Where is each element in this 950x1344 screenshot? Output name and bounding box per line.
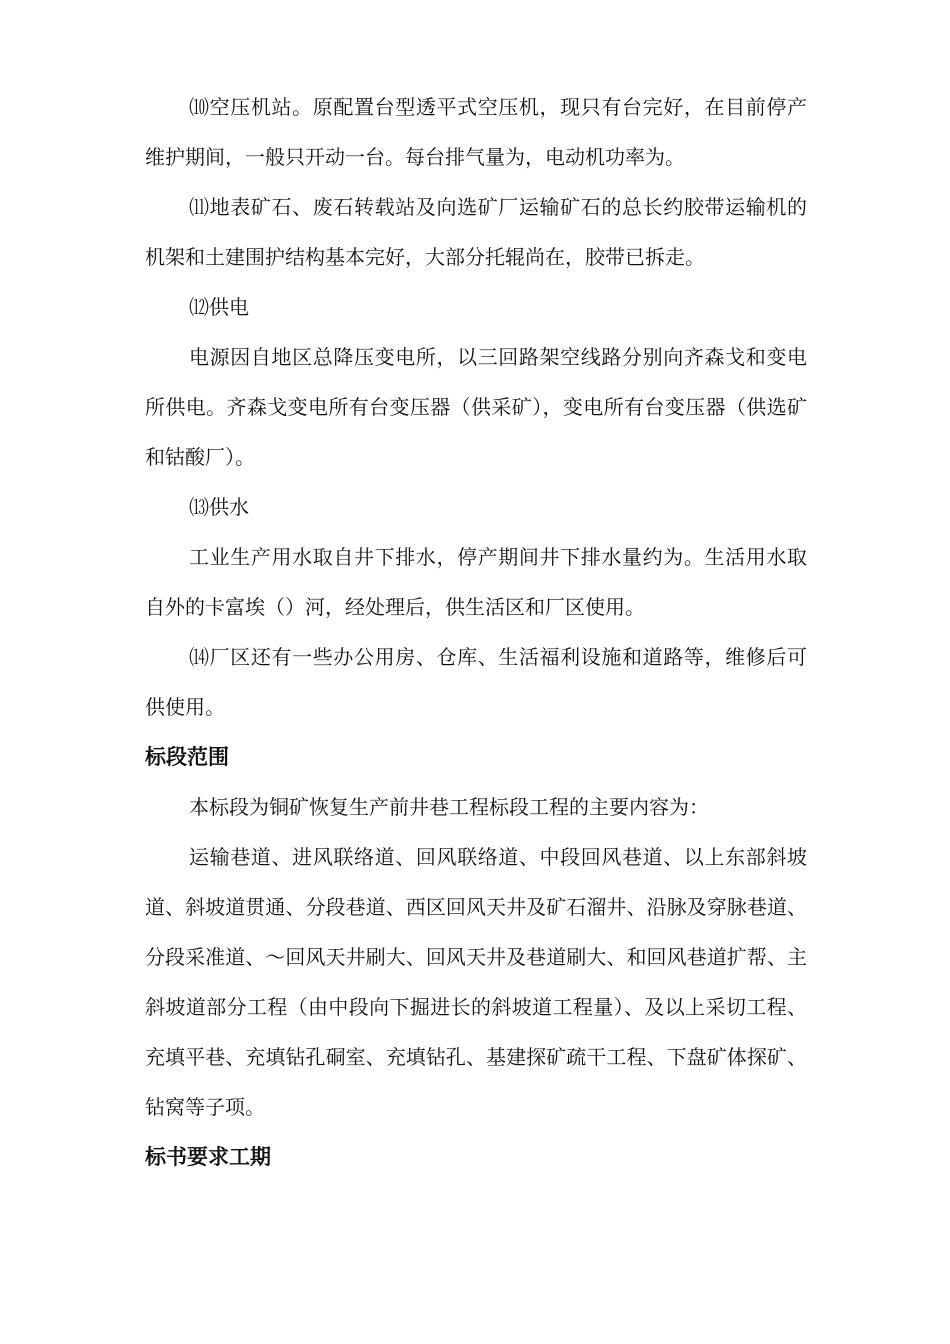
paragraph-conveyor: ⑾地表矿石、废石转载站及向选矿厂运输矿石的总长约胶带运输机的机架和土建围护结构基本完好，大部分托辊尚在，胶带已拆走。 [145,195,807,269]
paragraph-power-title: ⑿供电 [189,295,249,319]
paragraph-water-supply: 工业生产用水取自井下排水，停产期间井下排水量约为。生活用水取自外的卡富埃（）河，经处理后，供生活区和厂区使用。 [145,545,807,619]
paragraph-water-title: ⒀供水 [189,495,249,519]
paragraph-facilities: ⒁厂区还有一些办公用房、仓库、生活福利设施和道路等，维修后可供使用。 [145,645,807,719]
paragraph-scope-body: 运输巷道、进风联络道、回风联络道、中段回风巷道、以上东部斜坡道、斜坡道贯通、分段巷道、西区回风天井及矿石溜井、沿脉及穿脉巷道、分段采准道、～回风天井刷大、回风天井及巷道刷大、和回风巷道扩帮、主斜坡道部分工程（由中段向下掘进长的斜坡道工程量）、及以上采切工程、充填平巷、充填钻孔硐室、充填钻孔、基建探矿疏干工程、下盘矿体探矿、钻窝等子项。 [145,845,807,1119]
heading-schedule: 标书要求工期 [145,1145,271,1169]
document-body [145,82,807,1182]
heading-scope: 标段范围 [145,745,229,769]
paragraph-scope-intro: 本标段为铜矿恢复生产前井巷工程标段工程的主要内容为： [189,795,709,819]
paragraph-power-supply: 电源因自地区总降压变电所，以三回路架空线路分别向齐森戈和变电所供电。齐森戈变电所有台变压器（供采矿），变电所有台变压器（供选矿和钴酸厂）。 [145,345,807,469]
paragraph-air-compressor: ⑽空压机站。原配置台型透平式空压机，现只有台完好，在目前停产维护期间，一般只开动一台。每台排气量为，电动机功率为。 [145,95,807,169]
